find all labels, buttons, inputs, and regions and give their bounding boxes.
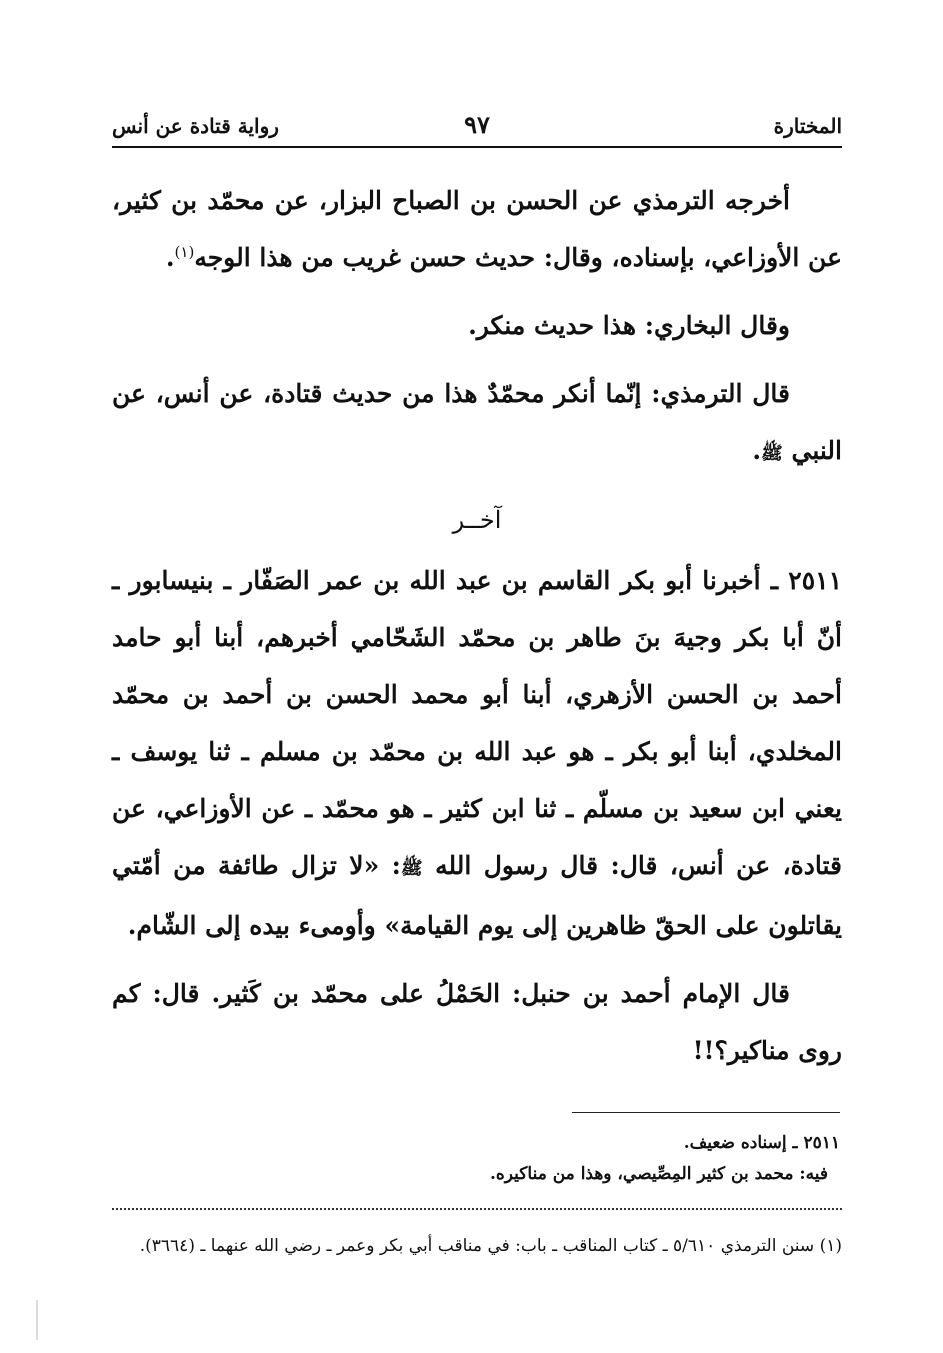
punctuation: . [752,436,762,465]
main-text [112,172,842,1090]
salawat-glyph: ﷺ [400,858,423,879]
header-chapter-title: رواية قتادة عن أنس [112,114,279,138]
running-header [112,112,842,148]
hadith-note-reason: فيه: محمد بن كثير المِصِّيصي، وهذا من مناكيره. [489,1164,828,1184]
salawat-glyph: ﷺ [761,443,783,464]
paragraph-text: قال الترمذي: إنّما أنكر محمّدٌ هذا من حديث قتادة، عن أنس، عن النبي [112,379,842,465]
footnote-dotted-divider [112,1208,842,1210]
hadith-isnad: ٢٥١١ ـ أخبرنا أبو بكر القاسم بن عبد الله بن عمر الصَفّار ـ بنيسابور ـ أنّ أبا بكر وجيهَ بنَ طاهر بن محمّد الشَحّامي أخبرهم، أبنا أبو حامد أحمد بن الحسن الأزهري، أبنا أبو محمد الحسن بن أحمد بن محمّد المخلدي، أبنا أبو بكر ـ هو عبد الله بن محمّد بن مسلم ـ ثنا يوسف ـ يعني ابن سعيد بن مسلّم ـ ثنا ابن كثير ـ هو محمّد ـ عن الأوزاعي، عن قتادة، عن أنس، قال: قال رسول الله [112,566,842,880]
hadith-notes [330,1128,840,1190]
header-book-title: المختارة [773,114,842,138]
footnote-ref-1[interactable]: (١) [174,243,195,261]
scan-margin-mark [36,1300,38,1340]
footnotes [112,1230,842,1262]
paragraph-tirmidhi-comment [112,365,842,482]
section-title: آخــر [452,506,502,534]
paragraph-ahmad-comment: قال الإمام أحمد بن حنبل: الحَمْلُ على محمّد بن كَثير. قال: كم روى مناكير؟!! [112,979,842,1065]
footnote-divider [572,1112,840,1113]
hadith-note-grade: ٢٥١١ ـ إسناده ضعيف. [683,1133,840,1153]
hadith-2511 [112,552,842,954]
hadith-matn: : «لا تزال طائفة من أمّتي يقاتلون على الحقّ ظاهرين إلى يوم القيامة» وأومىء بيده إلى الشّام. [112,851,842,940]
paragraph-bukhari: وقال البخاري: هذا حديث منكر. [468,311,790,340]
page-number: ٩٧ [464,110,490,139]
paragraph-text: أخرجه الترمذي عن الحسن بن الصباح البزار، عن محمّد بن كثير، عن الأوزاعي، بإسناده، وقال: حديث حسن غريب من هذا الوجه [112,186,842,272]
punctuation: . [165,243,175,272]
footnote-1: (١) سنن الترمذي ٥/٦١٠ ـ كتاب المناقب ـ باب: في مناقب أبي بكر وعمر ـ رضي الله عنهما ـ (٣٦٦٤). [139,1236,842,1256]
paragraph-tirmidhi-takhrij [112,172,842,286]
